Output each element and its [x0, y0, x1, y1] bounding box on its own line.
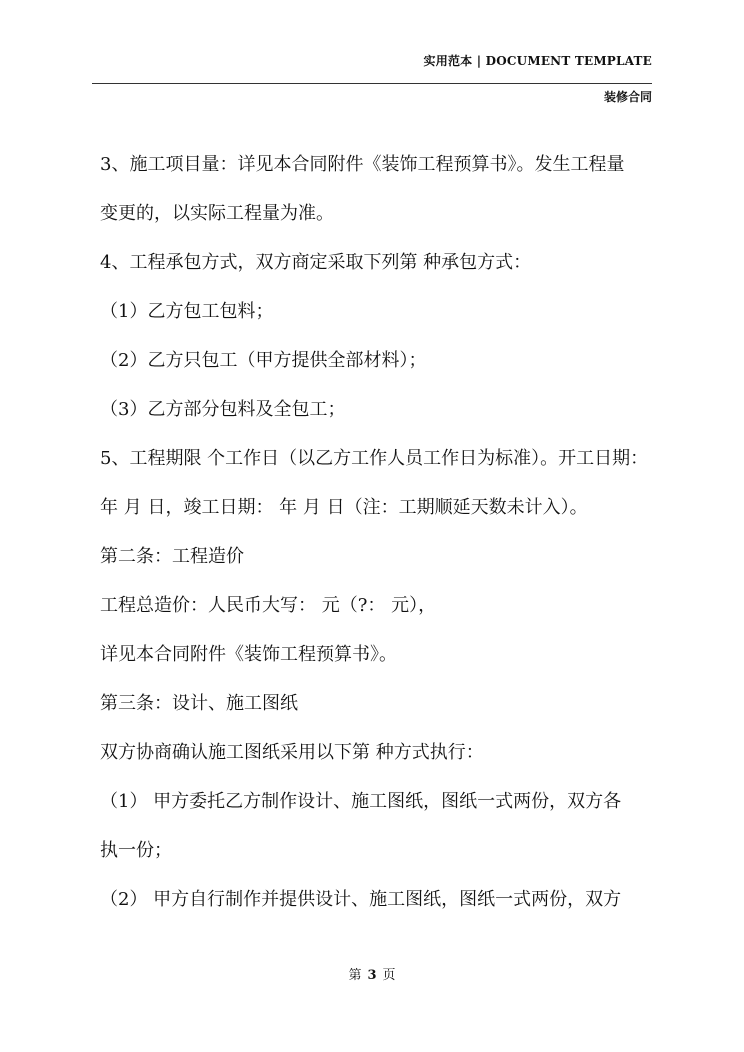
paragraph-line: 3、施工项目量：详见本合同附件《装饰工程预算书》。发生工程量 — [100, 154, 625, 175]
page-footer — [0, 964, 744, 983]
header-subtitle: 装修合同 — [603, 90, 652, 104]
header-title: 实用范本 | DOCUMENT TEMPLATE — [423, 54, 652, 68]
paragraph-line: 年 月 日，竣工日期： 年 月 日（注：工期顺延天数未计入）。 — [100, 497, 588, 518]
paragraph-line: （3）乙方部分包料及全包工； — [100, 399, 346, 420]
paragraph-line: （1） 甲方委托乙方制作设计、施工图纸，图纸一式两份，双方各 — [100, 791, 622, 812]
paragraph-line: （1）乙方包工包料； — [100, 301, 274, 322]
paragraph-line: 执一份； — [100, 840, 172, 861]
footer-suffix: 页 — [382, 968, 396, 983]
document-body — [100, 140, 656, 924]
paragraph-line: 4、工程承包方式，双方商定采取下列第 种承包方式： — [100, 252, 532, 273]
paragraph-line: （2） 甲方自行制作并提供设计、施工图纸，图纸一式两份，双方 — [100, 889, 622, 910]
paragraph-line: 详见本合同附件《装饰工程预算书》。 — [100, 644, 397, 665]
header-divider — [92, 83, 652, 84]
paragraph-line: 变更的，以实际工程量为准。 — [100, 203, 334, 224]
section-heading: 第三条：设计、施工图纸 — [100, 693, 298, 714]
paragraph-line: （2）乙方只包工（甲方提供全部材料）； — [100, 350, 427, 371]
paragraph-line: 双方协商确认施工图纸采用以下第 种方式执行： — [100, 742, 484, 763]
section-heading: 第二条：工程造价 — [100, 546, 244, 567]
footer-prefix: 第 — [348, 968, 362, 983]
paragraph-line: 5、工程期限 个工作日（以乙方工作人员工作日为标准）。开工日期： — [100, 448, 649, 469]
page-number: 3 — [367, 968, 377, 983]
paragraph-line: 工程总造价：人民币大写： 元（?： 元）， — [100, 595, 437, 616]
